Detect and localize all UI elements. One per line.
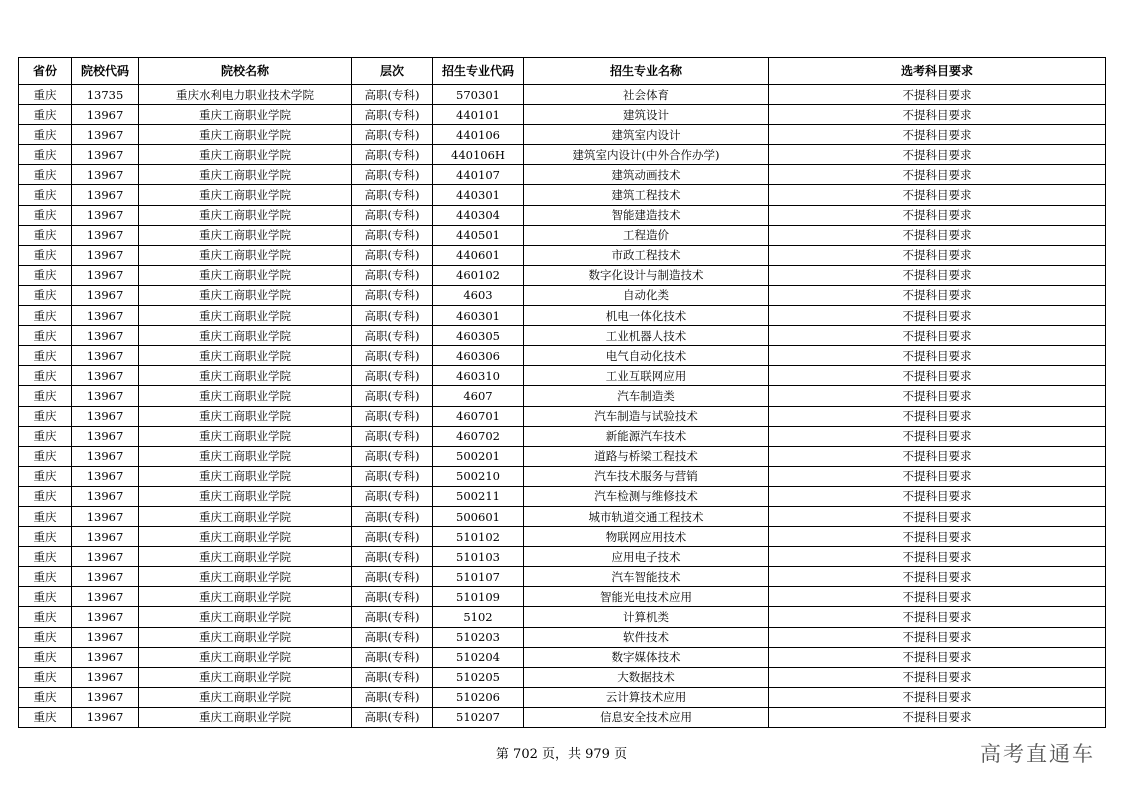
cell-subject-requirement: 不提科目要求: [769, 627, 1106, 647]
cell-major-name: 智能建造技术: [524, 205, 769, 225]
table-row: [19, 406, 1106, 426]
table-row: [19, 667, 1106, 687]
cell-subject-requirement: 不提科目要求: [769, 466, 1106, 486]
table-body: [19, 85, 1106, 728]
cell-subject-requirement: 不提科目要求: [769, 406, 1106, 426]
cell-major-code: 440501: [433, 225, 524, 245]
cell-major-code: 440301: [433, 185, 524, 205]
cell-major-code: 510205: [433, 667, 524, 687]
table-row: [19, 285, 1106, 305]
cell-school-name: 重庆工商职业学院: [139, 386, 352, 406]
cell-major-code: 510203: [433, 627, 524, 647]
cell-school-code: 13967: [72, 406, 139, 426]
cell-school-name: 重庆工商职业学院: [139, 105, 352, 125]
cell-major-code: 460701: [433, 406, 524, 426]
cell-school-name: 重庆工商职业学院: [139, 627, 352, 647]
cell-school-name: 重庆工商职业学院: [139, 547, 352, 567]
cell-level: 高职(专科): [352, 687, 433, 707]
cell-school-code: 13967: [72, 346, 139, 366]
cell-level: 高职(专科): [352, 647, 433, 667]
cell-school-code: 13967: [72, 426, 139, 446]
cell-major-name: 城市轨道交通工程技术: [524, 506, 769, 526]
cell-subject-requirement: 不提科目要求: [769, 426, 1106, 446]
cell-major-name: 汽车制造类: [524, 386, 769, 406]
cell-level: 高职(专科): [352, 486, 433, 506]
header-level: 层次: [352, 58, 433, 85]
table-row: [19, 506, 1106, 526]
cell-major-code: 440106: [433, 125, 524, 145]
cell-school-name: 重庆工商职业学院: [139, 145, 352, 165]
cell-school-code: 13967: [72, 285, 139, 305]
cell-major-code: 510103: [433, 547, 524, 567]
cell-school-code: 13967: [72, 105, 139, 125]
table-row: [19, 185, 1106, 205]
header-school-code: 院校代码: [72, 58, 139, 85]
cell-major-code: 510206: [433, 687, 524, 707]
cell-level: 高职(专科): [352, 326, 433, 346]
cell-school-code: 13967: [72, 245, 139, 265]
cell-level: 高职(专科): [352, 185, 433, 205]
cell-province: 重庆: [19, 627, 72, 647]
page-number: 第 702 页，共 979 页: [495, 747, 628, 762]
cell-major-name: 自动化类: [524, 285, 769, 305]
cell-province: 重庆: [19, 506, 72, 526]
cell-subject-requirement: 不提科目要求: [769, 265, 1106, 285]
cell-province: 重庆: [19, 667, 72, 687]
cell-level: 高职(专科): [352, 306, 433, 326]
cell-major-code: 570301: [433, 85, 524, 105]
cell-province: 重庆: [19, 105, 72, 125]
cell-major-name: 机电一体化技术: [524, 306, 769, 326]
cell-school-name: 重庆工商职业学院: [139, 346, 352, 366]
cell-level: 高职(专科): [352, 527, 433, 547]
header-province: 省份: [19, 58, 72, 85]
cell-major-code: 440101: [433, 105, 524, 125]
cell-major-name: 建筑室内设计(中外合作办学): [524, 145, 769, 165]
cell-school-name: 重庆工商职业学院: [139, 527, 352, 547]
cell-school-name: 重庆工商职业学院: [139, 426, 352, 446]
cell-major-name: 汽车技术服务与营销: [524, 466, 769, 486]
table-row: [19, 386, 1106, 406]
cell-school-code: 13967: [72, 707, 139, 727]
table-row: [19, 687, 1106, 707]
cell-major-name: 建筑室内设计: [524, 125, 769, 145]
cell-school-code: 13967: [72, 567, 139, 587]
cell-major-code: 460310: [433, 366, 524, 386]
cell-province: 重庆: [19, 306, 72, 326]
cell-major-name: 软件技术: [524, 627, 769, 647]
table-row: [19, 527, 1106, 547]
cell-major-code: 500210: [433, 466, 524, 486]
cell-province: 重庆: [19, 245, 72, 265]
cell-major-code: 440601: [433, 245, 524, 265]
cell-province: 重庆: [19, 647, 72, 667]
table-row: [19, 547, 1106, 567]
watermark-text: 高考直通车: [980, 742, 1095, 766]
header-major-name: 招生专业名称: [524, 58, 769, 85]
cell-level: 高职(专科): [352, 285, 433, 305]
table-row: [19, 225, 1106, 245]
cell-school-code: 13967: [72, 486, 139, 506]
table-row: [19, 245, 1106, 265]
cell-school-name: 重庆工商职业学院: [139, 406, 352, 426]
cell-subject-requirement: 不提科目要求: [769, 165, 1106, 185]
cell-level: 高职(专科): [352, 205, 433, 225]
cell-major-name: 道路与桥梁工程技术: [524, 446, 769, 466]
cell-province: 重庆: [19, 386, 72, 406]
cell-province: 重庆: [19, 466, 72, 486]
cell-subject-requirement: 不提科目要求: [769, 85, 1106, 105]
table-row: [19, 306, 1106, 326]
cell-school-code: 13967: [72, 265, 139, 285]
cell-school-name: 重庆工商职业学院: [139, 466, 352, 486]
table-row: [19, 265, 1106, 285]
cell-major-code: 4603: [433, 285, 524, 305]
cell-school-name: 重庆工商职业学院: [139, 587, 352, 607]
table-row: [19, 486, 1106, 506]
admissions-table: [18, 57, 1106, 728]
cell-school-code: 13967: [72, 125, 139, 145]
cell-level: 高职(专科): [352, 607, 433, 627]
cell-subject-requirement: 不提科目要求: [769, 506, 1106, 526]
cell-school-code: 13967: [72, 145, 139, 165]
cell-major-name: 社会体育: [524, 85, 769, 105]
cell-level: 高职(专科): [352, 446, 433, 466]
cell-school-code: 13967: [72, 326, 139, 346]
cell-subject-requirement: 不提科目要求: [769, 125, 1106, 145]
cell-school-name: 重庆工商职业学院: [139, 285, 352, 305]
table-row: [19, 165, 1106, 185]
cell-major-code: 500601: [433, 506, 524, 526]
cell-school-code: 13967: [72, 607, 139, 627]
cell-school-name: 重庆工商职业学院: [139, 687, 352, 707]
table-row: [19, 346, 1106, 366]
cell-major-name: 大数据技术: [524, 667, 769, 687]
cell-subject-requirement: 不提科目要求: [769, 225, 1106, 245]
cell-province: 重庆: [19, 285, 72, 305]
cell-subject-requirement: 不提科目要求: [769, 607, 1106, 627]
cell-level: 高职(专科): [352, 506, 433, 526]
cell-school-name: 重庆工商职业学院: [139, 567, 352, 587]
cell-province: 重庆: [19, 707, 72, 727]
cell-province: 重庆: [19, 687, 72, 707]
table-row: [19, 587, 1106, 607]
cell-level: 高职(专科): [352, 426, 433, 446]
cell-level: 高职(专科): [352, 165, 433, 185]
cell-school-name: 重庆工商职业学院: [139, 366, 352, 386]
cell-subject-requirement: 不提科目要求: [769, 326, 1106, 346]
cell-major-code: 500201: [433, 446, 524, 466]
cell-subject-requirement: 不提科目要求: [769, 486, 1106, 506]
cell-school-name: 重庆工商职业学院: [139, 506, 352, 526]
cell-school-code: 13967: [72, 185, 139, 205]
table-row: [19, 145, 1106, 165]
cell-major-name: 数字媒体技术: [524, 647, 769, 667]
cell-province: 重庆: [19, 326, 72, 346]
cell-major-code: 510204: [433, 647, 524, 667]
cell-school-code: 13967: [72, 225, 139, 245]
cell-province: 重庆: [19, 486, 72, 506]
cell-subject-requirement: 不提科目要求: [769, 306, 1106, 326]
cell-major-name: 汽车检测与维修技术: [524, 486, 769, 506]
cell-school-code: 13967: [72, 547, 139, 567]
cell-level: 高职(专科): [352, 547, 433, 567]
table-row: [19, 125, 1106, 145]
table-row: [19, 85, 1106, 105]
cell-major-name: 建筑工程技术: [524, 185, 769, 205]
cell-subject-requirement: 不提科目要求: [769, 346, 1106, 366]
cell-major-code: 440107: [433, 165, 524, 185]
cell-subject-requirement: 不提科目要求: [769, 647, 1106, 667]
cell-major-name: 工程造价: [524, 225, 769, 245]
cell-level: 高职(专科): [352, 265, 433, 285]
cell-major-code: 500211: [433, 486, 524, 506]
cell-school-code: 13967: [72, 446, 139, 466]
cell-major-code: 460305: [433, 326, 524, 346]
cell-major-name: 云计算技术应用: [524, 687, 769, 707]
cell-school-code: 13967: [72, 165, 139, 185]
cell-province: 重庆: [19, 587, 72, 607]
cell-level: 高职(专科): [352, 707, 433, 727]
cell-subject-requirement: 不提科目要求: [769, 386, 1106, 406]
cell-major-name: 物联网应用技术: [524, 527, 769, 547]
table-row: [19, 366, 1106, 386]
cell-school-name: 重庆工商职业学院: [139, 486, 352, 506]
cell-school-code: 13967: [72, 306, 139, 326]
cell-school-name: 重庆工商职业学院: [139, 185, 352, 205]
cell-major-name: 应用电子技术: [524, 547, 769, 567]
cell-school-code: 13967: [72, 205, 139, 225]
cell-major-name: 数字化设计与制造技术: [524, 265, 769, 285]
cell-school-name: 重庆工商职业学院: [139, 707, 352, 727]
cell-school-name: 重庆工商职业学院: [139, 225, 352, 245]
cell-major-name: 智能光电技术应用: [524, 587, 769, 607]
table-row: [19, 205, 1106, 225]
table-row: [19, 466, 1106, 486]
cell-major-name: 新能源汽车技术: [524, 426, 769, 446]
cell-province: 重庆: [19, 607, 72, 627]
cell-level: 高职(专科): [352, 587, 433, 607]
cell-province: 重庆: [19, 406, 72, 426]
cell-major-name: 汽车智能技术: [524, 567, 769, 587]
cell-school-code: 13967: [72, 627, 139, 647]
cell-school-name: 重庆工商职业学院: [139, 647, 352, 667]
cell-level: 高职(专科): [352, 145, 433, 165]
header-major-code: 招生专业代码: [433, 58, 524, 85]
cell-subject-requirement: 不提科目要求: [769, 667, 1106, 687]
cell-subject-requirement: 不提科目要求: [769, 567, 1106, 587]
cell-major-name: 建筑设计: [524, 105, 769, 125]
cell-school-code: 13967: [72, 466, 139, 486]
cell-school-name: 重庆工商职业学院: [139, 326, 352, 346]
cell-subject-requirement: 不提科目要求: [769, 446, 1106, 466]
table-row: [19, 607, 1106, 627]
cell-school-name: 重庆工商职业学院: [139, 165, 352, 185]
cell-province: 重庆: [19, 567, 72, 587]
table-row: [19, 627, 1106, 647]
cell-school-name: 重庆工商职业学院: [139, 607, 352, 627]
cell-major-name: 市政工程技术: [524, 245, 769, 265]
cell-level: 高职(专科): [352, 105, 433, 125]
cell-major-name: 建筑动画技术: [524, 165, 769, 185]
cell-level: 高职(专科): [352, 466, 433, 486]
cell-school-name: 重庆工商职业学院: [139, 245, 352, 265]
cell-province: 重庆: [19, 165, 72, 185]
cell-major-code: 510207: [433, 707, 524, 727]
cell-level: 高职(专科): [352, 125, 433, 145]
cell-level: 高职(专科): [352, 386, 433, 406]
table-header-row: [19, 58, 1106, 85]
cell-subject-requirement: 不提科目要求: [769, 366, 1106, 386]
cell-school-code: 13967: [72, 667, 139, 687]
cell-school-code: 13967: [72, 386, 139, 406]
cell-province: 重庆: [19, 527, 72, 547]
cell-province: 重庆: [19, 205, 72, 225]
cell-major-code: 510109: [433, 587, 524, 607]
cell-major-code: 4607: [433, 386, 524, 406]
cell-major-code: 460702: [433, 426, 524, 446]
cell-province: 重庆: [19, 446, 72, 466]
cell-school-name: 重庆工商职业学院: [139, 446, 352, 466]
table-row: [19, 707, 1106, 727]
cell-major-code: 5102: [433, 607, 524, 627]
cell-school-code: 13967: [72, 506, 139, 526]
cell-province: 重庆: [19, 547, 72, 567]
cell-school-name: 重庆工商职业学院: [139, 265, 352, 285]
cell-subject-requirement: 不提科目要求: [769, 285, 1106, 305]
cell-level: 高职(专科): [352, 245, 433, 265]
cell-school-name: 重庆工商职业学院: [139, 306, 352, 326]
cell-province: 重庆: [19, 225, 72, 245]
cell-subject-requirement: 不提科目要求: [769, 185, 1106, 205]
cell-subject-requirement: 不提科目要求: [769, 105, 1106, 125]
cell-school-code: 13967: [72, 687, 139, 707]
cell-school-code: 13967: [72, 366, 139, 386]
cell-level: 高职(专科): [352, 627, 433, 647]
cell-major-name: 电气自动化技术: [524, 346, 769, 366]
cell-province: 重庆: [19, 85, 72, 105]
cell-subject-requirement: 不提科目要求: [769, 145, 1106, 165]
cell-level: 高职(专科): [352, 85, 433, 105]
cell-province: 重庆: [19, 185, 72, 205]
cell-major-code: 460306: [433, 346, 524, 366]
cell-level: 高职(专科): [352, 366, 433, 386]
cell-level: 高职(专科): [352, 406, 433, 426]
table-row: [19, 426, 1106, 446]
header-school-name: 院校名称: [139, 58, 352, 85]
cell-major-name: 计算机类: [524, 607, 769, 627]
cell-province: 重庆: [19, 366, 72, 386]
cell-major-code: 440304: [433, 205, 524, 225]
cell-major-code: 440106H: [433, 145, 524, 165]
cell-school-name: 重庆水利电力职业技术学院: [139, 85, 352, 105]
cell-major-code: 460102: [433, 265, 524, 285]
table-row: [19, 567, 1106, 587]
cell-level: 高职(专科): [352, 567, 433, 587]
cell-school-code: 13967: [72, 647, 139, 667]
cell-major-code: 460301: [433, 306, 524, 326]
cell-province: 重庆: [19, 426, 72, 446]
cell-level: 高职(专科): [352, 667, 433, 687]
cell-major-code: 510107: [433, 567, 524, 587]
cell-level: 高职(专科): [352, 225, 433, 245]
cell-subject-requirement: 不提科目要求: [769, 707, 1106, 727]
cell-school-code: 13735: [72, 85, 139, 105]
cell-province: 重庆: [19, 346, 72, 366]
cell-major-code: 510102: [433, 527, 524, 547]
cell-major-name: 工业互联网应用: [524, 366, 769, 386]
cell-school-name: 重庆工商职业学院: [139, 205, 352, 225]
cell-major-name: 信息安全技术应用: [524, 707, 769, 727]
cell-major-name: 工业机器人技术: [524, 326, 769, 346]
cell-subject-requirement: 不提科目要求: [769, 205, 1106, 225]
cell-subject-requirement: 不提科目要求: [769, 547, 1106, 567]
table-row: [19, 326, 1106, 346]
cell-school-name: 重庆工商职业学院: [139, 125, 352, 145]
cell-school-name: 重庆工商职业学院: [139, 667, 352, 687]
cell-school-code: 13967: [72, 527, 139, 547]
cell-province: 重庆: [19, 265, 72, 285]
cell-school-code: 13967: [72, 587, 139, 607]
cell-level: 高职(专科): [352, 346, 433, 366]
table-row: [19, 647, 1106, 667]
cell-major-name: 汽车制造与试验技术: [524, 406, 769, 426]
cell-province: 重庆: [19, 125, 72, 145]
cell-subject-requirement: 不提科目要求: [769, 687, 1106, 707]
cell-subject-requirement: 不提科目要求: [769, 527, 1106, 547]
cell-subject-requirement: 不提科目要求: [769, 587, 1106, 607]
table-row: [19, 105, 1106, 125]
table-row: [19, 446, 1106, 466]
cell-subject-requirement: 不提科目要求: [769, 245, 1106, 265]
cell-province: 重庆: [19, 145, 72, 165]
header-subject-requirement: 选考科目要求: [769, 58, 1106, 85]
